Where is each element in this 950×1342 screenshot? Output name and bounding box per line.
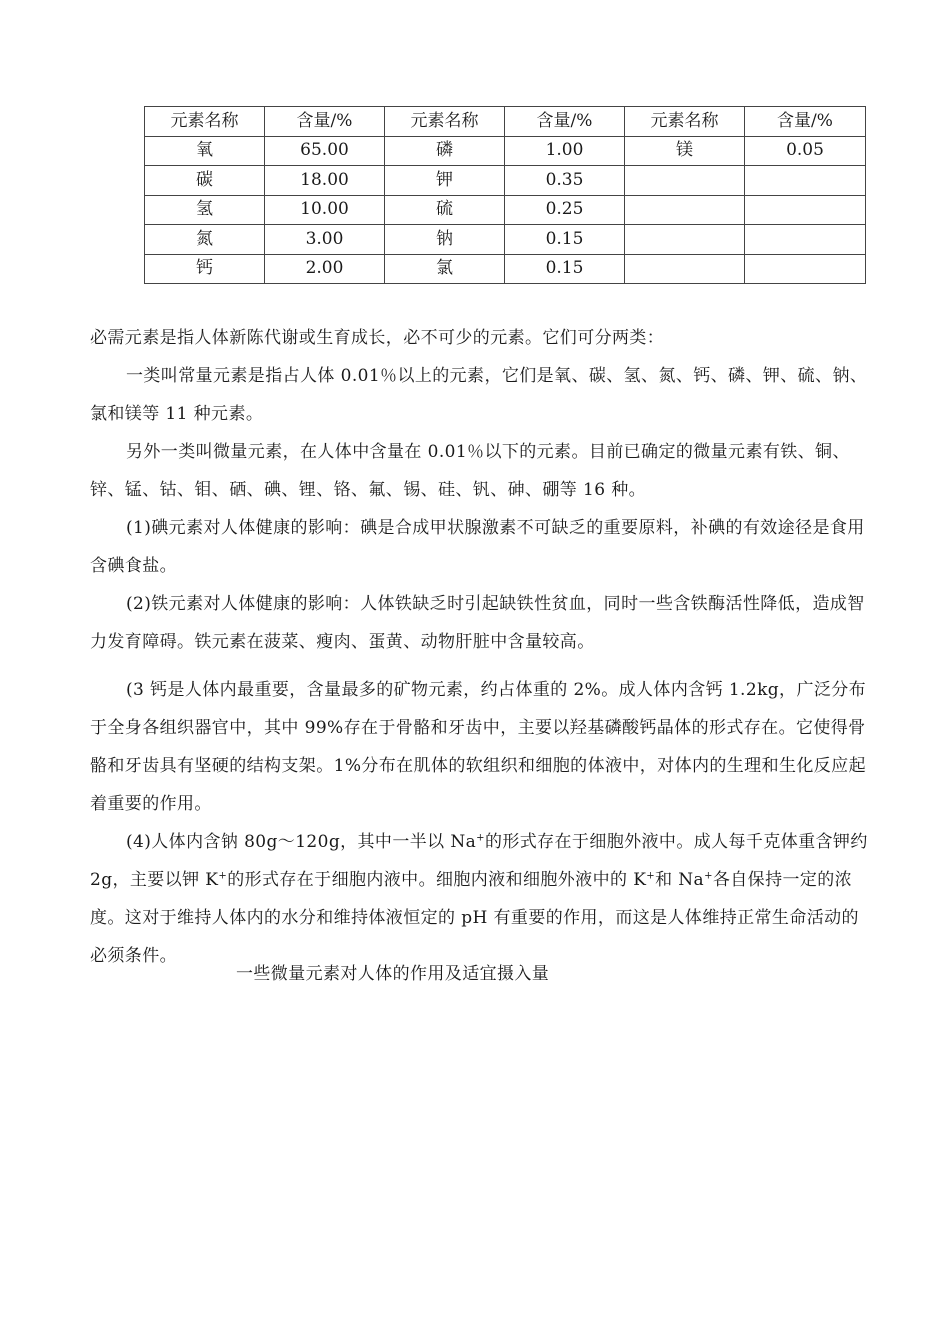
table-cell (745, 225, 866, 255)
ion-charge-superscript: + (646, 870, 656, 882)
table-row (145, 195, 866, 225)
paragraph-trace-elements: 另外一类叫微量元素，在人体中含量在 0.01％以下的元素。目前已确定的微量元素有铁、铜、锌、锰、钴、钼、硒、碘、锂、铬、氟、锡、硅、钒、砷、硼等 16 种。 (90, 442, 850, 500)
ion-charge-superscript: + (476, 832, 485, 844)
table-cell: 氢 (145, 195, 265, 225)
body-text (90, 319, 870, 975)
table-cell: 0.05 (745, 136, 866, 166)
paragraph-macro-elements: 一类叫常量元素是指占人体 0.01％以上的元素，它们是氧、碳、氢、氮、钙、磷、钾、硫、钠、氯和镁等 11 种元素。 (90, 366, 868, 424)
column-header: 元素名称 (385, 107, 505, 137)
table-cell (745, 254, 866, 284)
table-cell: 硫 (385, 195, 505, 225)
table-cell: 65.00 (265, 136, 385, 166)
sodium-text-3: 的形式存在于细胞内液中。细胞内液和细胞外液中的 K (227, 870, 647, 890)
table-cell: 10.00 (265, 195, 385, 225)
table-row (145, 225, 866, 255)
table-cell: 0.15 (505, 254, 625, 284)
table-cell: 钙 (145, 254, 265, 284)
table-cell: 磷 (385, 136, 505, 166)
table-cell: 0.15 (505, 225, 625, 255)
table-cell: 3.00 (265, 225, 385, 255)
ion-charge-superscript: + (218, 870, 228, 882)
table-row (145, 136, 866, 166)
column-header: 含量/% (745, 107, 866, 137)
table-cell: 氯 (385, 254, 505, 284)
sodium-text-5: 各自保持一定的浓度。这对于维持人体内的水分和维持体液恒定的 pH 有重要的作用，而这是人体维持正常生命活动的必须条件。 (90, 870, 859, 966)
table-header-row (145, 107, 866, 137)
table-cell (745, 195, 866, 225)
table-cell: 2.00 (265, 254, 385, 284)
paragraph-sodium-potassium (90, 823, 870, 975)
paragraph-calcium: (3 钙是人体内最重要，含量最多的矿物元素，约占体重的 2%。成人体内含钙 1.2kg，广泛分布于全身各组织器官中，其中 99%存在于骨骼和牙齿中，主要以羟基磷酸钙晶体的形式存在。它使得骨骼和牙齿具有坚硬的结构支架。1%分布在肌体的软组织和细胞的体液中，对体内的生理和生化反应起着重要的作用。 (90, 680, 867, 814)
table-cell: 0.25 (505, 195, 625, 225)
paragraph-essential-elements: 必需元素是指人体新陈代谢或生育成长，必不可少的元素。它们可分两类： (90, 328, 665, 348)
table-cell: 18.00 (265, 166, 385, 196)
table-cell (625, 225, 745, 255)
sodium-text-1: (4)人体内含钠 80g～120g，其中一半以 Na (126, 832, 477, 852)
section-caption: 一些微量元素对人体的作用及适宜摄入量 (236, 964, 550, 984)
table-cell (625, 195, 745, 225)
ion-charge-superscript: + (704, 870, 713, 882)
table-cell: 1.00 (505, 136, 625, 166)
table-cell: 氮 (145, 225, 265, 255)
table-row (145, 254, 866, 284)
table-row (145, 166, 866, 196)
column-header: 含量/% (505, 107, 625, 137)
paragraph-iron: (2)铁元素对人体健康的影响：人体铁缺乏时引起缺铁性贫血，同时一些含铁酶活性降低，造成智力发育障碍。铁元素在菠菜、瘦肉、蛋黄、动物肝脏中含量较高。 (90, 594, 865, 652)
table-cell (745, 166, 866, 196)
element-content-table (144, 106, 866, 284)
column-header: 元素名称 (625, 107, 745, 137)
column-header: 含量/% (265, 107, 385, 137)
paragraph-iodine: (1)碘元素对人体健康的影响：碘是合成甲状腺激素不可缺乏的重要原料，补碘的有效途径是食用含碘食盐。 (90, 518, 865, 576)
table-cell (625, 166, 745, 196)
table-cell: 氧 (145, 136, 265, 166)
table-cell: 钾 (385, 166, 505, 196)
table-cell: 钠 (385, 225, 505, 255)
table-body (145, 107, 866, 284)
table-cell: 0.35 (505, 166, 625, 196)
sodium-text-4: 和 Na (655, 870, 705, 890)
table-cell: 碳 (145, 166, 265, 196)
table-cell (625, 254, 745, 284)
column-header: 元素名称 (145, 107, 265, 137)
sodium-text-2: 的形式存在于细胞外液中。成人每千克体重含钾约 2g，主要以钾 K (90, 832, 868, 890)
table-cell: 镁 (625, 136, 745, 166)
